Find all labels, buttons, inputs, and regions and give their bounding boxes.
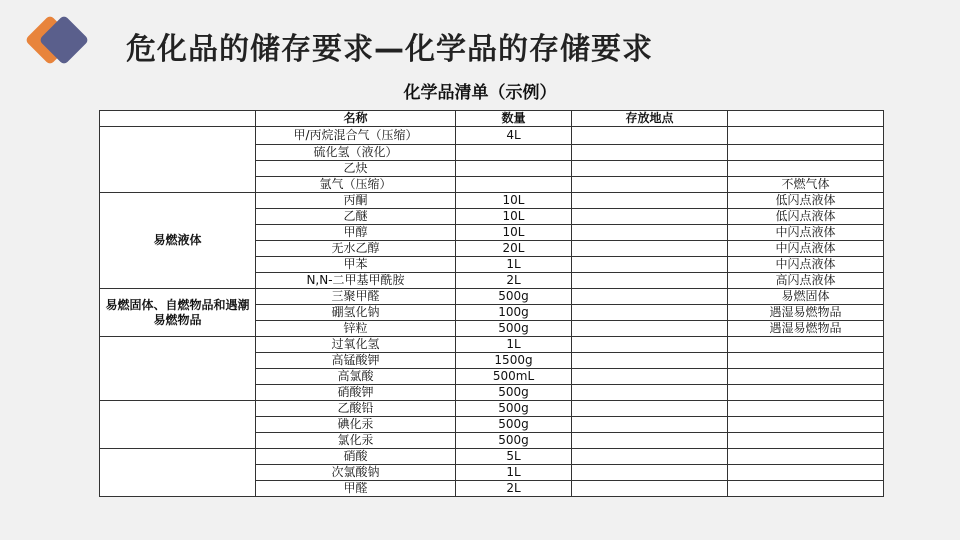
type-cell bbox=[728, 433, 884, 449]
quantity-cell: 500g bbox=[456, 289, 572, 305]
type-cell: 低闪点液体 bbox=[728, 209, 884, 225]
name-cell: 高氯酸 bbox=[256, 369, 456, 385]
header-type bbox=[728, 111, 884, 127]
quantity-cell bbox=[456, 177, 572, 193]
quantity-cell: 500g bbox=[456, 321, 572, 337]
location-cell bbox=[572, 433, 728, 449]
location-cell bbox=[572, 481, 728, 497]
header-location: 存放地点 bbox=[572, 111, 728, 127]
type-cell bbox=[728, 401, 884, 417]
quantity-cell: 1L bbox=[456, 257, 572, 273]
quantity-cell: 10L bbox=[456, 193, 572, 209]
type-cell bbox=[728, 337, 884, 353]
category-cell: 易燃液体 bbox=[100, 193, 256, 289]
type-cell: 易燃固体 bbox=[728, 289, 884, 305]
quantity-cell: 500g bbox=[456, 417, 572, 433]
type-cell bbox=[728, 353, 884, 369]
page-title: 危化品的储存要求—化学品的存储要求 bbox=[126, 32, 653, 67]
location-cell bbox=[572, 385, 728, 401]
type-cell bbox=[728, 127, 884, 145]
name-cell: 甲醇 bbox=[256, 225, 456, 241]
name-cell: 高锰酸钾 bbox=[256, 353, 456, 369]
table-row bbox=[100, 449, 884, 465]
quantity-cell: 500mL bbox=[456, 369, 572, 385]
quantity-cell: 10L bbox=[456, 225, 572, 241]
location-cell bbox=[572, 273, 728, 289]
name-cell: 乙酸铅 bbox=[256, 401, 456, 417]
name-cell: 三聚甲醛 bbox=[256, 289, 456, 305]
name-cell: 氯化汞 bbox=[256, 433, 456, 449]
type-cell: 低闪点液体 bbox=[728, 193, 884, 209]
quantity-cell: 1L bbox=[456, 337, 572, 353]
name-cell: 过氧化氢 bbox=[256, 337, 456, 353]
location-cell bbox=[572, 369, 728, 385]
table-row bbox=[100, 127, 884, 145]
location-cell bbox=[572, 449, 728, 465]
location-cell bbox=[572, 417, 728, 433]
location-cell bbox=[572, 289, 728, 305]
location-cell bbox=[572, 225, 728, 241]
location-cell bbox=[572, 337, 728, 353]
type-cell bbox=[728, 465, 884, 481]
category-cell bbox=[100, 127, 256, 193]
type-cell: 不燃气体 bbox=[728, 177, 884, 193]
quantity-cell: 500g bbox=[456, 385, 572, 401]
location-cell bbox=[572, 257, 728, 273]
name-cell: 硝酸钾 bbox=[256, 385, 456, 401]
table-header-row bbox=[100, 111, 884, 127]
quantity-cell: 500g bbox=[456, 401, 572, 417]
quantity-cell: 10L bbox=[456, 209, 572, 225]
table-body bbox=[100, 127, 884, 497]
name-cell: 硼氢化钠 bbox=[256, 305, 456, 321]
type-cell bbox=[728, 449, 884, 465]
name-cell: N,N-二甲基甲酰胺 bbox=[256, 273, 456, 289]
location-cell bbox=[572, 305, 728, 321]
table-row bbox=[100, 337, 884, 353]
type-cell bbox=[728, 161, 884, 177]
name-cell: 乙炔 bbox=[256, 161, 456, 177]
location-cell bbox=[572, 353, 728, 369]
name-cell: 锌粒 bbox=[256, 321, 456, 337]
location-cell bbox=[572, 127, 728, 145]
location-cell bbox=[572, 145, 728, 161]
quantity-cell: 2L bbox=[456, 273, 572, 289]
quantity-cell bbox=[456, 161, 572, 177]
quantity-cell: 5L bbox=[456, 449, 572, 465]
name-cell: 硝酸 bbox=[256, 449, 456, 465]
logo-diamonds-icon bbox=[22, 16, 104, 72]
type-cell bbox=[728, 369, 884, 385]
category-cell bbox=[100, 337, 256, 401]
type-cell bbox=[728, 385, 884, 401]
name-cell: 硫化氢（液化） bbox=[256, 145, 456, 161]
quantity-cell bbox=[456, 145, 572, 161]
type-cell: 高闪点液体 bbox=[728, 273, 884, 289]
name-cell: 碘化汞 bbox=[256, 417, 456, 433]
type-cell: 中闪点液体 bbox=[728, 257, 884, 273]
name-cell: 甲醛 bbox=[256, 481, 456, 497]
quantity-cell: 4L bbox=[456, 127, 572, 145]
quantity-cell: 1500g bbox=[456, 353, 572, 369]
type-cell: 遇湿易燃物品 bbox=[728, 321, 884, 337]
header-name: 名称 bbox=[256, 111, 456, 127]
chemical-inventory-table bbox=[99, 110, 884, 497]
location-cell bbox=[572, 193, 728, 209]
name-cell: 甲苯 bbox=[256, 257, 456, 273]
location-cell bbox=[572, 401, 728, 417]
location-cell bbox=[572, 241, 728, 257]
name-cell: 甲/丙烷混合气（压缩） bbox=[256, 127, 456, 145]
header-category bbox=[100, 111, 256, 127]
category-cell bbox=[100, 449, 256, 497]
type-cell: 中闪点液体 bbox=[728, 241, 884, 257]
quantity-cell: 100g bbox=[456, 305, 572, 321]
type-cell bbox=[728, 481, 884, 497]
name-cell: 无水乙醇 bbox=[256, 241, 456, 257]
table-row bbox=[100, 289, 884, 305]
location-cell bbox=[572, 209, 728, 225]
quantity-cell: 2L bbox=[456, 481, 572, 497]
location-cell bbox=[572, 465, 728, 481]
category-cell bbox=[100, 401, 256, 449]
name-cell: 丙酮 bbox=[256, 193, 456, 209]
location-cell bbox=[572, 177, 728, 193]
location-cell bbox=[572, 161, 728, 177]
type-cell bbox=[728, 145, 884, 161]
name-cell: 氩气（压缩） bbox=[256, 177, 456, 193]
location-cell bbox=[572, 321, 728, 337]
type-cell: 中闪点液体 bbox=[728, 225, 884, 241]
quantity-cell: 20L bbox=[456, 241, 572, 257]
category-cell: 易燃固体、自燃物品和遇潮易燃物品 bbox=[100, 289, 256, 337]
table-row bbox=[100, 193, 884, 209]
quantity-cell: 1L bbox=[456, 465, 572, 481]
name-cell: 乙醚 bbox=[256, 209, 456, 225]
quantity-cell: 500g bbox=[456, 433, 572, 449]
name-cell: 次氯酸钠 bbox=[256, 465, 456, 481]
table-row bbox=[100, 401, 884, 417]
type-cell bbox=[728, 417, 884, 433]
type-cell: 遇湿易燃物品 bbox=[728, 305, 884, 321]
table-title: 化学品清单（示例） bbox=[403, 83, 557, 103]
header-quantity: 数量 bbox=[456, 111, 572, 127]
